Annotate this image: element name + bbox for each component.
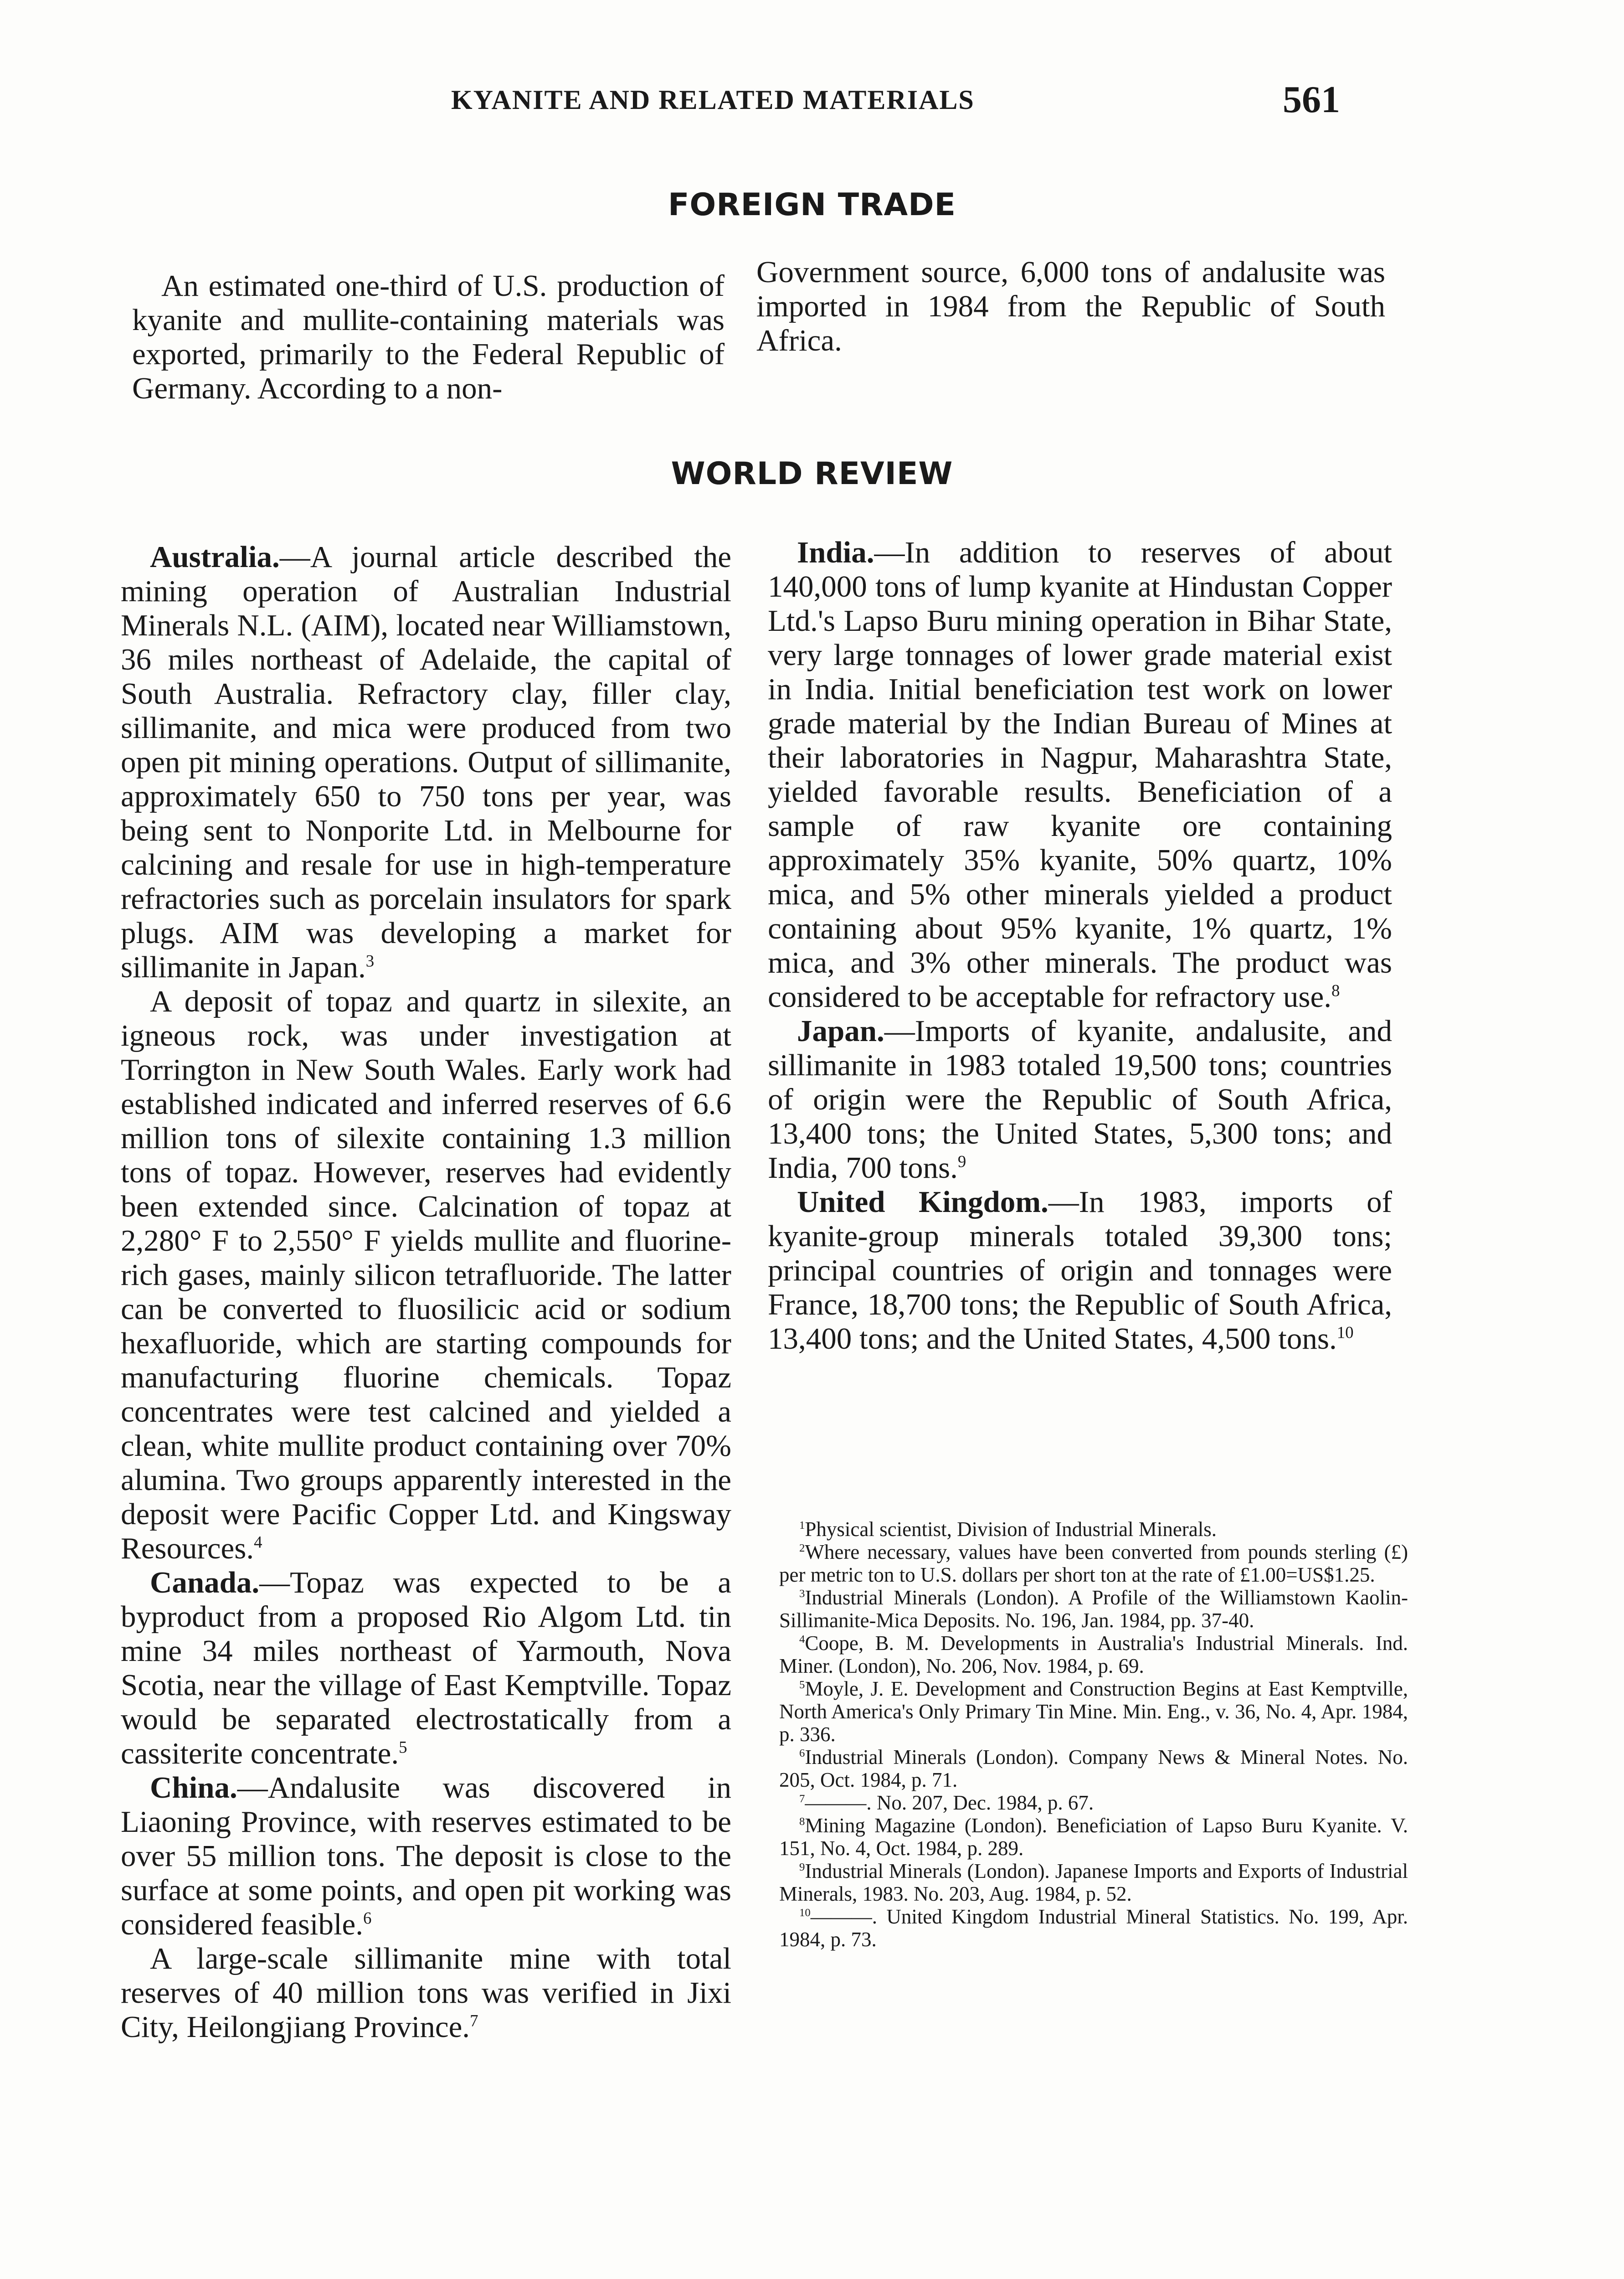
footnote-ref-9: 9 — [957, 1152, 966, 1171]
footnote-number: 1 — [799, 1519, 805, 1531]
footnote — [779, 1791, 1408, 1814]
footnote — [779, 1860, 1408, 1905]
country-heading-japan: Japan. — [797, 1014, 884, 1048]
footnote — [779, 1814, 1408, 1860]
footnote-text: Physical scientist, Division of Industrial Minerals. — [805, 1518, 1217, 1541]
page-number: 561 — [1283, 78, 1340, 121]
foreign-trade-right-column — [756, 255, 1385, 358]
footnote-text: Mining Magazine (London). Beneficiation of Lapso Buru Kyanite. V. 151, No. 4, Oct. 1984, p. 289. — [779, 1814, 1408, 1860]
footnote — [779, 1586, 1408, 1632]
footnote-number: 5 — [799, 1679, 805, 1691]
footnote-text: ———. No. 207, Dec. 1984, p. 67. — [805, 1791, 1094, 1814]
world-review-left-column — [121, 540, 731, 2044]
japan-text: —Imports of kyanite, andalusite, and sillimanite in 1983 totaled 19,500 tons; countries of origin were the Republic of South Africa, 13,400 tons; the United States, 5,300 tons; and India, 700 tons. — [768, 1014, 1392, 1185]
footnote-number: 9 — [799, 1861, 805, 1873]
footnote — [779, 1541, 1408, 1586]
section-heading-foreign-trade: FOREIGN TRADE — [668, 187, 956, 223]
footnote-text: Industrial Minerals (London). Japanese Imports and Exports of Industrial Minerals, 1983. No. 203, Aug. 1984, p. 52. — [779, 1860, 1408, 1905]
footnote-ref-7: 7 — [470, 2011, 478, 2030]
footnote-text: Industrial Minerals (London). Company News & Mineral Notes. No. 205, Oct. 1984, p. 71. — [779, 1746, 1408, 1791]
china-paragraph-2 — [121, 1942, 731, 2044]
uk-text: —In 1983, imports of kyanite-group minerals totaled 39,300 tons; principal countries of origin and tonnages were France, 18,700 tons; the Republic of South Africa, 13,400 tons; and the United States, 4,500 tons. — [768, 1185, 1392, 1356]
footnote-text: Moyle, J. E. Development and Construction Begins at East Kemptville, North America's Only Primary Tin Mine. Min. Eng., v. 36, No. 4, Apr. 1984, p. 336. — [779, 1677, 1408, 1746]
country-heading-china: China. — [150, 1771, 237, 1805]
country-heading-india: India. — [797, 536, 874, 569]
footnote — [779, 1677, 1408, 1746]
world-review-right-column — [768, 536, 1392, 1356]
footnote-text: Where necessary, values have been converted from pounds sterling (£) per metric ton to U.S. dollars per short ton at the rate of £1.00=US$1.25. — [779, 1541, 1408, 1586]
running-title: KYANITE AND RELATED MATERIALS — [451, 85, 975, 115]
australia-paragraph-1 — [121, 540, 731, 985]
footnote-ref-8: 8 — [1331, 981, 1340, 1000]
footnote-ref-5: 5 — [399, 1738, 407, 1757]
uk-paragraph — [768, 1185, 1392, 1356]
japan-paragraph — [768, 1014, 1392, 1185]
country-heading-australia: Australia. — [150, 540, 280, 574]
footnote-ref-4: 4 — [254, 1532, 262, 1552]
footnote-text: ———. United Kingdom Industrial Mineral Statistics. No. 199, Apr. 1984, p. 73. — [779, 1905, 1408, 1951]
footnote-number: 8 — [799, 1815, 805, 1828]
australia-text-2: A deposit of topaz and quartz in silexite, an igneous rock, was under investigation at Torrington in New South Wales. Early work had established indicated and inferred reserves of 6.6 million tons of silexite containing 1.3 million tons of topaz. However, reserves had evidently been extended since. Calcination of topaz at 2,280° F to 2,550° F yields mullite and fluorine-rich gases, mainly silicon tetrafluoride. The latter can be converted to fluosilicic acid or sodium hexafluoride, which are starting compounds for manufacturing fluorine chemicals. Topaz concentrates were test calcined and yielded a clean, white mullite product containing over 70% alumina. Two groups apparently interested in the deposit were Pacific Copper Ltd. and Kingsway Resources. — [121, 985, 731, 1565]
footnote-number: 3 — [799, 1588, 805, 1600]
country-heading-united-kingdom: United Kingdom. — [797, 1185, 1048, 1219]
australia-paragraph-2 — [121, 985, 731, 1566]
footnote-ref-6: 6 — [363, 1908, 372, 1928]
footnotes — [779, 1518, 1408, 1951]
india-paragraph — [768, 536, 1392, 1014]
footnote-text: Coope, B. M. Developments in Australia's Industrial Minerals. Ind. Miner. (London), No. 206, Nov. 1984, p. 69. — [779, 1632, 1408, 1677]
footnote — [779, 1632, 1408, 1677]
footnote — [779, 1905, 1408, 1951]
foreign-trade-left-column — [132, 269, 725, 406]
country-heading-canada: Canada. — [150, 1566, 260, 1599]
india-text: —In addition to reserves of about 140,000 tons of lump kyanite at Hindustan Copper Ltd.'s Lapso Buru mining operation in Bihar State, very large tonnages of lower grade material exist in India. Initial beneficiation test work on lower grade material by the Indian Bureau of Mines at their laboratories in Nagpur, Maharashtra State, yielded favorable results. Beneficiation of a sample of raw kyanite ore containing approximately 35% kyanite, 50% quartz, 10% mica, and 5% other minerals yielded a product containing about 95% kyanite, 1% quartz, 1% mica, and 3% other minerals. The product was considered to be acceptable for refractory use. — [768, 536, 1392, 1014]
australia-text-1: —A journal article described the mining operation of Australian Industrial Minerals N.L. (AIM), located near Williamstown, 36 miles northeast of Adelaide, the capital of South Australia. Refractory clay, filler clay, sillimanite, and mica were produced from two open pit mining operations. Output of sillimanite, approximately 650 to 750 tons per year, was being sent to Nonporite Ltd. in Melbourne for calcining and resale for use in high-temperature refractories such as porcelain insulators for spark plugs. AIM was developing a market for sillimanite in Japan. — [121, 540, 731, 984]
china-text-1: —Andalusite was discovered in Liaoning Province, with reserves estimated to be over 55 million tons. The deposit is close to the surface at some points, and open pit working was considered feasible. — [121, 1771, 731, 1941]
footnote-number: 6 — [799, 1747, 805, 1759]
footnote-number: 7 — [799, 1793, 805, 1805]
china-text-2: A large-scale sillimanite mine with total reserves of 40 million tons was verified in Jixi City, Heilongjiang Province. — [121, 1942, 731, 2044]
footnote-ref-3: 3 — [365, 951, 375, 970]
footnote-number: 4 — [799, 1633, 805, 1645]
china-paragraph-1 — [121, 1771, 731, 1942]
footnote — [779, 1746, 1408, 1791]
footnote-text: Industrial Minerals (London). A Profile of the Williamstown Kaolin-Sillimanite-Mica Deposits. No. 196, Jan. 1984, pp. 37-40. — [779, 1586, 1408, 1632]
canada-text: —Topaz was expected to be a byproduct from a proposed Rio Algom Ltd. tin mine 34 miles northeast of Yarmouth, Nova Scotia, near the village of East Kemptville. Topaz would be separated electrostatically from a cassiterite concentrate. — [121, 1566, 731, 1770]
footnote — [779, 1518, 1408, 1541]
canada-paragraph — [121, 1566, 731, 1771]
foreign-trade-paragraph-1: An estimated one-third of U.S. production of kyanite and mullite-containing materials was exported, primarily to the Federal Republic of Germany. According to a non- — [132, 269, 725, 405]
section-heading-world-review: WORLD REVIEW — [671, 456, 953, 492]
footnote-number: 2 — [799, 1542, 805, 1554]
footnote-number: 10 — [799, 1907, 811, 1919]
footnote-ref-10: 10 — [1336, 1323, 1354, 1342]
foreign-trade-paragraph-2: Government source, 6,000 tons of andalusite was imported in 1984 from the Republic of South Africa. — [756, 255, 1385, 357]
